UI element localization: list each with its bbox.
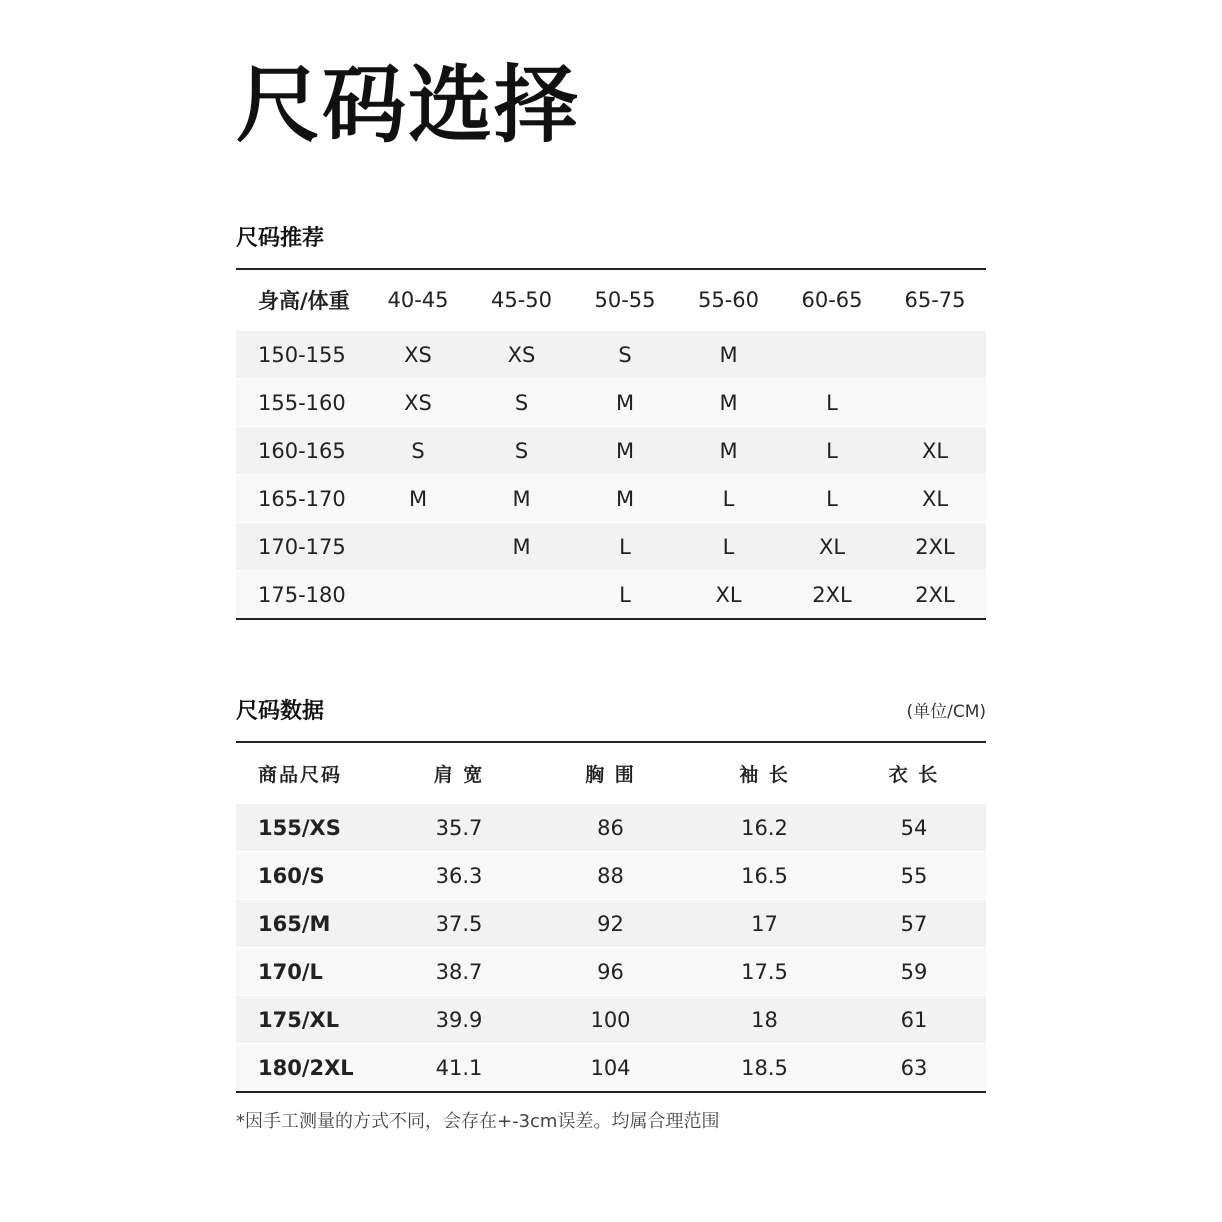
table-row — [236, 331, 986, 379]
table-cell: S — [470, 379, 573, 427]
row-label-cell: 160/S — [236, 852, 384, 900]
row-label-cell: 170-175 — [236, 523, 366, 571]
table-cell: XS — [470, 331, 573, 379]
header-cell: 60-65 — [780, 269, 884, 331]
table-cell: 36.3 — [384, 852, 534, 900]
row-label-cell: 175/XL — [236, 996, 384, 1044]
table-cell: S — [470, 427, 573, 475]
size-measurements-table — [236, 741, 986, 1093]
table-cell: 100 — [534, 996, 687, 1044]
header-cell: 胸 围 — [534, 742, 687, 804]
table-cell: 17 — [687, 900, 842, 948]
table-cell: 88 — [534, 852, 687, 900]
table-cell: XL — [884, 475, 986, 523]
table-cell: 86 — [534, 804, 687, 852]
table-cell: 41.1 — [384, 1044, 534, 1093]
table-row — [236, 475, 986, 523]
table-row — [236, 1044, 986, 1093]
header-cell: 身高/体重 — [236, 269, 366, 331]
measurements-section-title: 尺码数据 — [236, 699, 325, 724]
table-cell: M — [470, 523, 573, 571]
table-row — [236, 852, 986, 900]
table-cell: 104 — [534, 1044, 687, 1093]
table-cell: M — [573, 475, 677, 523]
table-cell — [366, 523, 470, 571]
table-cell: M — [677, 379, 780, 427]
table-cell: 63 — [842, 1044, 986, 1093]
row-label-cell: 155-160 — [236, 379, 366, 427]
table-cell: 39.9 — [384, 996, 534, 1044]
table-cell: XS — [366, 331, 470, 379]
table-cell: XL — [677, 571, 780, 620]
table-cell: 57 — [842, 900, 986, 948]
page-title: 尺码选择 — [236, 56, 581, 154]
table-cell: 92 — [534, 900, 687, 948]
table-cell — [366, 571, 470, 620]
table-cell: 96 — [534, 948, 687, 996]
table-cell: L — [677, 523, 780, 571]
header-cell: 40-45 — [366, 269, 470, 331]
header-cell: 商品尺码 — [236, 742, 384, 804]
table-row — [236, 571, 986, 620]
table-cell: 37.5 — [384, 900, 534, 948]
table-cell — [470, 571, 573, 620]
table-cell: M — [573, 427, 677, 475]
table-cell — [884, 379, 986, 427]
table-cell: S — [573, 331, 677, 379]
table-row — [236, 996, 986, 1044]
table-cell: 18 — [687, 996, 842, 1044]
header-cell: 肩 宽 — [384, 742, 534, 804]
table-row — [236, 523, 986, 571]
table-cell: M — [573, 379, 677, 427]
unit-note: (单位/CM) — [906, 702, 986, 722]
table-cell: 35.7 — [384, 804, 534, 852]
table-cell: M — [366, 475, 470, 523]
row-label-cell: 175-180 — [236, 571, 366, 620]
header-cell: 50-55 — [573, 269, 677, 331]
table-cell: L — [780, 475, 884, 523]
table-cell: 38.7 — [384, 948, 534, 996]
header-cell: 55-60 — [677, 269, 780, 331]
row-label-cell: 180/2XL — [236, 1044, 384, 1093]
table-cell: 17.5 — [687, 948, 842, 996]
row-label-cell: 155/XS — [236, 804, 384, 852]
table-cell: 2XL — [884, 571, 986, 620]
table-cell: L — [780, 379, 884, 427]
table-cell: L — [780, 427, 884, 475]
table-cell: 2XL — [884, 523, 986, 571]
row-label-cell: 160-165 — [236, 427, 366, 475]
table-cell: L — [677, 475, 780, 523]
size-recommendation-table — [236, 268, 986, 620]
table-row — [236, 900, 986, 948]
table-cell: L — [573, 571, 677, 620]
table-cell: 59 — [842, 948, 986, 996]
table-cell — [884, 331, 986, 379]
table-cell: L — [573, 523, 677, 571]
table-cell: XS — [366, 379, 470, 427]
header-cell: 衣 长 — [842, 742, 986, 804]
header-cell: 45-50 — [470, 269, 573, 331]
table-row — [236, 379, 986, 427]
table-header-row — [236, 742, 986, 804]
footnote: *因手工测量的方式不同，会存在+-3cm误差。均属合理范围 — [236, 1111, 720, 1132]
row-label-cell: 165-170 — [236, 475, 366, 523]
table-row — [236, 427, 986, 475]
row-label-cell: 170/L — [236, 948, 384, 996]
recommend-section-title: 尺码推荐 — [236, 226, 325, 251]
table-cell: 55 — [842, 852, 986, 900]
table-cell: 16.5 — [687, 852, 842, 900]
table-cell: XL — [780, 523, 884, 571]
table-cell — [780, 331, 884, 379]
table-cell: M — [470, 475, 573, 523]
table-cell: 16.2 — [687, 804, 842, 852]
table-header-row — [236, 269, 986, 331]
table-cell: 61 — [842, 996, 986, 1044]
header-cell: 65-75 — [884, 269, 986, 331]
table-cell: S — [366, 427, 470, 475]
table-cell: 2XL — [780, 571, 884, 620]
table-row — [236, 948, 986, 996]
table-cell: XL — [884, 427, 986, 475]
header-cell: 袖 长 — [687, 742, 842, 804]
table-cell: M — [677, 427, 780, 475]
table-cell: 54 — [842, 804, 986, 852]
table-cell: 18.5 — [687, 1044, 842, 1093]
row-label-cell: 165/M — [236, 900, 384, 948]
row-label-cell: 150-155 — [236, 331, 366, 379]
table-row — [236, 804, 986, 852]
table-cell: M — [677, 331, 780, 379]
